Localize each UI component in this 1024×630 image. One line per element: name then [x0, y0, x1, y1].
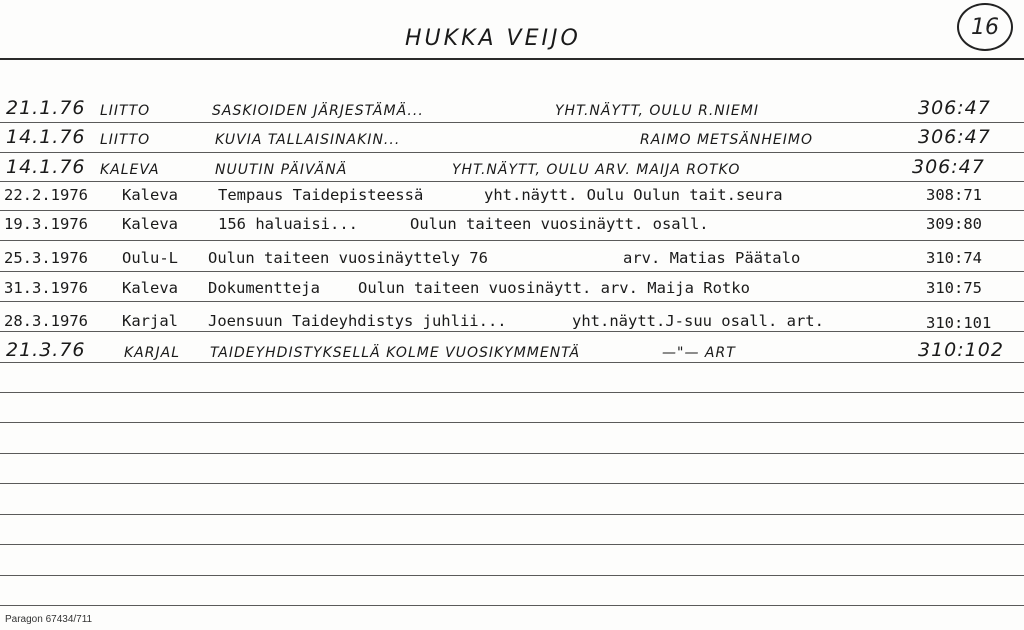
- entry-date: 21.1.76: [6, 97, 86, 119]
- rule-line: [0, 422, 1024, 423]
- entry-date: 31.3.1976: [4, 279, 88, 297]
- entry-extra: Oulun taiteen vuosinäytt. osall.: [410, 215, 709, 233]
- rule-line: [0, 392, 1024, 393]
- entry-ref: 306:47: [912, 156, 985, 178]
- entry-date: 28.3.1976: [4, 312, 88, 330]
- entry-paper: Oulu-L: [122, 249, 178, 267]
- entry-date: 21.3.76: [6, 339, 86, 361]
- entry-extra: RAIMO METSÄNHEIMO: [640, 132, 813, 148]
- entry-date: 22.2.1976: [4, 186, 88, 204]
- entry-paper: KARJAL: [124, 345, 180, 361]
- entry-title: Dokumentteja: [208, 279, 320, 297]
- entry-ref: 306:47: [918, 97, 991, 119]
- entry-paper: Kaleva: [122, 279, 178, 297]
- entry-title: Tempaus Taidepisteessä: [218, 186, 424, 204]
- rule-line: [0, 240, 1024, 241]
- rule-line: [0, 122, 1024, 123]
- rule-line: [0, 152, 1024, 153]
- entry-date: 25.3.1976: [4, 249, 88, 267]
- rule-line: [0, 301, 1024, 302]
- entry-extra: YHT.NÄYTT, OULU R.NIEMI: [555, 103, 759, 119]
- entry-date: 14.1.76: [6, 156, 86, 178]
- entry-ref: 310:102: [918, 339, 1004, 361]
- entry-paper: KALEVA: [100, 162, 160, 178]
- entry-title: Joensuun Taideyhdistys juhlii...: [208, 312, 507, 330]
- rule-line: [0, 271, 1024, 272]
- entry-title: 156 haluaisi...: [218, 215, 358, 233]
- rule-line: [0, 181, 1024, 182]
- card-footer-print: Paragon 67434/711: [5, 614, 93, 625]
- entry-ref: 310:75: [926, 279, 982, 297]
- card-title: HUKKA VEIJO: [405, 26, 581, 51]
- rule-line: [0, 605, 1024, 606]
- card-number-circle: 16: [957, 3, 1013, 51]
- entry-extra: yht.näytt. Oulu Oulun tait.seura: [484, 186, 783, 204]
- rule-line: [0, 210, 1024, 211]
- entry-paper: LIITTO: [100, 132, 151, 148]
- entry-extra: —"— ART: [662, 345, 736, 361]
- entry-title: Oulun taiteen vuosinäyttely 76: [208, 249, 488, 267]
- rule-line: [0, 514, 1024, 515]
- rule-line: [0, 544, 1024, 545]
- rule-line: [0, 483, 1024, 484]
- entry-ref: 310:74: [926, 249, 982, 267]
- entry-paper: Karjal: [122, 312, 178, 330]
- entry-title: NUUTIN PÄIVÄNÄ: [215, 162, 348, 178]
- entry-ref: 310:101: [926, 314, 992, 332]
- entry-extra: Oulun taiteen vuosinäytt. arv. Maija Rotko: [358, 279, 750, 297]
- entry-extra: yht.näytt.J-suu osall. art.: [572, 312, 824, 330]
- entry-title: KUVIA TALLAISINAKIN...: [215, 132, 401, 148]
- entry-date: 19.3.1976: [4, 215, 88, 233]
- entry-date: 14.1.76: [6, 126, 86, 148]
- entry-paper: Kaleva: [122, 215, 178, 233]
- entry-ref: 308:71: [926, 186, 982, 204]
- entry-paper: Kaleva: [122, 186, 178, 204]
- entry-extra: YHT.NÄYTT, OULU ARV. MAIJA ROTKO: [452, 162, 741, 178]
- rule-line: [0, 575, 1024, 576]
- entry-title: SASKIOIDEN JÄRJESTÄMÄ...: [212, 103, 424, 119]
- rule-line: [0, 453, 1024, 454]
- entry-ref: 306:47: [918, 126, 991, 148]
- entry-title: TAIDEYHDISTYKSELLÄ KOLME VUOSIKYMMENTÄ: [210, 345, 581, 361]
- entry-extra: arv. Matias Päätalo: [623, 249, 801, 267]
- entry-paper: LIITTO: [100, 103, 151, 119]
- entry-ref: 309:80: [926, 215, 982, 233]
